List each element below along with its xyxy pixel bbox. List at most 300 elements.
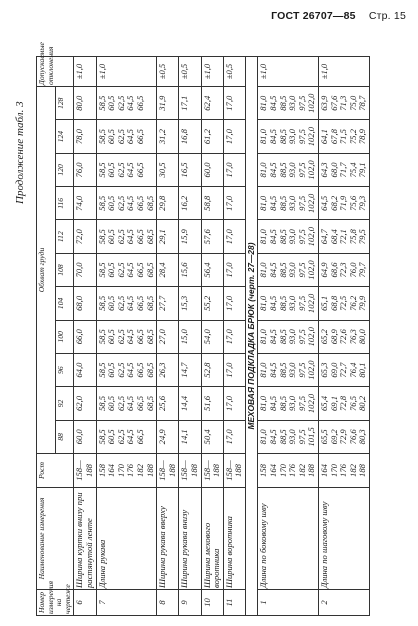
cell-value: 61,2	[201, 129, 212, 145]
girth-values	[157, 320, 179, 353]
girth-values	[258, 387, 319, 420]
girth-values	[258, 253, 319, 286]
cell-value: 62,5	[115, 229, 126, 245]
cell-value: 66,5	[134, 295, 145, 311]
girth-values	[74, 220, 96, 253]
cell-value: 68,0	[74, 295, 85, 311]
col-header-name: Наименование измерения	[37, 488, 74, 590]
cell-value: 84,5	[268, 329, 279, 345]
cell-value: 31,9	[157, 95, 168, 111]
cell-value: 58,5	[96, 262, 107, 278]
girth-values	[258, 220, 319, 253]
cell-value: 64,5	[319, 195, 330, 211]
girth-values	[319, 153, 370, 186]
girth-values	[179, 87, 201, 120]
table-container	[14, 42, 398, 616]
tolerance: ±0,5	[223, 57, 245, 87]
girth-values	[223, 87, 245, 120]
cell-value: 62,5	[115, 95, 126, 111]
cell-value: 68,5	[144, 262, 155, 278]
cell-value: 60,5	[106, 395, 117, 411]
cell-value: 84,5	[268, 429, 279, 445]
col-header-number: Номер измерения на чертеже	[37, 590, 74, 616]
cell-value: 88,5	[277, 229, 288, 245]
cell-value: 80,0	[74, 95, 85, 111]
cell-value: 102,0	[306, 126, 317, 147]
girth-values	[74, 287, 96, 320]
cell-value: 88,5	[277, 395, 288, 411]
cell-value: 74,0	[74, 195, 85, 211]
cell-value: 88,5	[277, 362, 288, 378]
girth-values	[96, 87, 157, 120]
cell-value: 80,1	[357, 362, 368, 378]
cell-value: 81,0	[258, 129, 269, 145]
cell-value: 58,8	[201, 195, 212, 211]
girth-values	[74, 253, 96, 286]
cell-value: 17,0	[223, 395, 234, 411]
girth-values	[201, 120, 223, 153]
cell-value: 93,0	[287, 429, 298, 445]
cell-value: 58,5	[96, 395, 107, 411]
cell-value: 97,5	[296, 329, 307, 345]
cell-value: 79,1	[357, 162, 368, 178]
cell-value: 182	[134, 464, 145, 477]
cell-value: 64,1	[319, 129, 330, 145]
cell-value: 176	[125, 464, 136, 477]
girth-header: 116	[55, 187, 74, 220]
measurement-name: Длина по боковому шву	[258, 488, 319, 590]
cell-value: 158—188	[179, 460, 199, 481]
cell-value: 102,0	[306, 293, 317, 314]
cell-value: 78,7	[357, 95, 368, 111]
cell-value: 17,0	[223, 162, 234, 178]
girth-header: 128	[55, 87, 74, 120]
girth-values	[223, 220, 245, 253]
cell-value: 93,0	[287, 162, 298, 178]
cell-value: 58,5	[96, 129, 107, 145]
girth-values	[179, 253, 201, 286]
cell-value: 66,5	[134, 229, 145, 245]
cell-value: 102,0	[306, 160, 317, 180]
cell-value: 79,3	[357, 195, 368, 211]
cell-value: 15,9	[179, 229, 190, 245]
cell-value: 58,5	[96, 95, 107, 111]
cell-value: 64,0	[74, 362, 85, 378]
cell-value: 182	[296, 464, 307, 477]
cell-value: 76,4	[347, 362, 358, 378]
cell-value: 64,5	[125, 262, 136, 278]
girth-values	[319, 353, 370, 386]
cell-value: 66,5	[134, 362, 145, 378]
cell-value: 65,4	[319, 395, 330, 411]
table-row	[223, 57, 245, 616]
cell-value: 158	[96, 464, 107, 477]
cell-value: 62,5	[115, 329, 126, 345]
cell-value: 72,8	[338, 395, 349, 411]
cell-value: 158	[258, 464, 269, 477]
cell-value: 188	[357, 464, 368, 477]
girth-values	[258, 320, 319, 353]
height-values	[223, 454, 245, 488]
cell-value: 64,7	[319, 229, 330, 245]
cell-value: 68,6	[328, 262, 339, 278]
row-number: 11	[223, 590, 245, 616]
girth-values	[157, 420, 179, 453]
cell-value: 62,5	[115, 295, 126, 311]
cell-value: 102,0	[306, 360, 317, 380]
cell-value: 69,0	[328, 362, 339, 378]
girth-values	[179, 153, 201, 186]
cell-value: 60,0	[201, 162, 212, 178]
cell-value: 79,7	[357, 262, 368, 278]
cell-value: 14,1	[179, 429, 190, 445]
cell-value: 72,9	[338, 429, 349, 445]
girth-values	[223, 320, 245, 353]
table-row	[74, 57, 96, 616]
girth-values	[319, 120, 370, 153]
cell-value: 158—188	[157, 460, 177, 481]
measurement-name: Ширина мехового воротника	[201, 488, 223, 590]
girth-values	[157, 220, 179, 253]
girth-header: 104	[55, 287, 74, 320]
girth-values	[96, 287, 157, 320]
girth-values	[96, 420, 157, 453]
cell-value: 76,0	[347, 262, 358, 278]
cell-value: 66,5	[134, 95, 145, 111]
girth-values	[319, 87, 370, 120]
cell-value: 58,5	[96, 162, 107, 178]
cell-value: 76,2	[347, 295, 358, 311]
cell-value: 158—188	[223, 460, 244, 481]
cell-value: 17,0	[223, 429, 234, 445]
cell-value: 64,5	[125, 95, 136, 111]
girth-values	[223, 253, 245, 286]
table-row	[201, 57, 223, 616]
cell-value: 81,0	[258, 195, 269, 211]
cell-value: 97,5	[296, 195, 307, 211]
cell-value: 84,5	[268, 229, 279, 245]
cell-value: 81,0	[258, 95, 269, 111]
cell-value: 15,3	[179, 295, 190, 311]
cell-value: 71,7	[338, 162, 349, 178]
cell-value: 78,0	[74, 129, 85, 145]
cell-value: 58,5	[96, 195, 107, 211]
cell-value: 93,0	[287, 295, 298, 311]
girth-values	[157, 153, 179, 186]
cell-value: 71,3	[338, 95, 349, 111]
girth-values	[201, 387, 223, 420]
cell-value: 17,0	[223, 329, 234, 345]
cell-value: 71,9	[338, 195, 349, 211]
cell-value: 188	[144, 464, 155, 477]
cell-value: 88,5	[277, 129, 288, 145]
cell-value: 60,5	[106, 362, 117, 378]
page-number: Стр. 15	[368, 10, 406, 22]
cell-value: 65,2	[319, 329, 330, 345]
girth-values	[258, 120, 319, 153]
cell-value: 68,5	[144, 295, 155, 311]
cell-value: 51,6	[201, 395, 212, 411]
cell-value: 81,0	[258, 262, 269, 278]
cell-value: 17,1	[179, 95, 190, 111]
girth-values	[201, 87, 223, 120]
cell-value: 64,5	[125, 162, 136, 178]
cell-value: 69,1	[328, 395, 339, 411]
cell-value: 29,8	[157, 195, 168, 211]
cell-value: 64,9	[319, 262, 330, 278]
cell-value: 101,5	[306, 427, 317, 447]
cell-value: 102,0	[306, 327, 317, 347]
cell-value: 102,0	[306, 227, 317, 247]
cell-value: 66,5	[134, 262, 145, 278]
cell-value: 88,5	[277, 262, 288, 278]
cell-value: 81,0	[258, 229, 269, 245]
girth-values	[201, 187, 223, 220]
cell-value: 93,0	[287, 362, 298, 378]
row-number: 6	[74, 590, 96, 616]
cell-value: 58,5	[96, 429, 107, 445]
cell-value: 62,5	[115, 195, 126, 211]
cell-value: 66,5	[134, 329, 145, 345]
cell-value: 97,5	[296, 262, 307, 278]
cell-value: 69,2	[328, 429, 339, 445]
row-number: 1	[258, 590, 319, 616]
cell-value: 93,0	[287, 229, 298, 245]
cell-value: 72,0	[74, 229, 85, 245]
cell-value: 62,5	[115, 362, 126, 378]
cell-value: 170	[277, 464, 288, 477]
girth-header: 96	[55, 353, 74, 386]
cell-value: 76,3	[347, 329, 358, 345]
cell-value: 64,5	[125, 362, 136, 378]
cell-value: 80,0	[357, 329, 368, 345]
cell-value: 81,0	[258, 429, 269, 445]
cell-value: 158—188	[201, 460, 222, 481]
girth-header: 112	[55, 220, 74, 253]
cell-value: 64,5	[125, 229, 136, 245]
girth-header: 100	[55, 320, 74, 353]
cell-value: 62,0	[74, 395, 85, 411]
cell-value: 17,0	[223, 195, 234, 211]
cell-value: 16,5	[179, 162, 190, 178]
cell-value: 60,0	[74, 429, 85, 445]
girth-values	[319, 387, 370, 420]
cell-value: 84,5	[268, 262, 279, 278]
cell-value: 62,5	[115, 162, 126, 178]
cell-value: 62,4	[201, 95, 212, 111]
col-header-tolerance: Допускаемые отклонения	[37, 57, 74, 87]
tolerance: ±1,0	[96, 57, 157, 87]
cell-value: 17,0	[223, 362, 234, 378]
cell-value: 66,5	[134, 129, 145, 145]
height-values	[258, 454, 319, 488]
girth-values	[157, 120, 179, 153]
cell-value: 97,5	[296, 362, 307, 378]
col-header-height: Рост	[37, 454, 74, 488]
standard-code: ГОСТ 26707—85	[271, 10, 356, 22]
cell-value: 62,5	[115, 262, 126, 278]
cell-value: 67,8	[328, 129, 339, 145]
measurements-table	[36, 42, 370, 616]
girth-values	[179, 187, 201, 220]
girth-header: 88	[55, 420, 74, 453]
cell-value: 64,5	[125, 329, 136, 345]
cell-value: 88,5	[277, 195, 288, 211]
cell-value: 170	[328, 464, 339, 477]
cell-value: 75,4	[347, 162, 358, 178]
cell-value: 88,5	[277, 329, 288, 345]
girth-values	[258, 353, 319, 386]
cell-value: 97,5	[296, 162, 307, 178]
girth-values	[223, 153, 245, 186]
girth-values	[157, 287, 179, 320]
tolerance: ±1,0	[258, 57, 319, 87]
cell-value: 25,6	[157, 395, 168, 411]
cell-value: 84,5	[268, 162, 279, 178]
cell-value: 93,0	[287, 129, 298, 145]
table-row	[96, 57, 157, 616]
girth-values	[96, 153, 157, 186]
cell-value: 164	[319, 464, 330, 477]
tolerance: ±0,5	[179, 57, 201, 87]
cell-value: 17,0	[223, 229, 234, 245]
girth-values	[179, 120, 201, 153]
cell-value: 17,0	[223, 95, 234, 111]
cell-value: 188	[306, 464, 317, 477]
girth-values	[157, 187, 179, 220]
girth-values	[74, 120, 96, 153]
girth-values	[201, 287, 223, 320]
girth-values	[96, 353, 157, 386]
cell-value: 14,7	[179, 362, 190, 378]
cell-value: 62,5	[115, 395, 126, 411]
girth-values	[223, 387, 245, 420]
continuation-label: Продолжение табл. 3	[14, 101, 26, 204]
girth-values	[157, 387, 179, 420]
girth-values	[223, 187, 245, 220]
table-row	[258, 57, 319, 616]
tolerance: ±1,0	[74, 57, 96, 87]
height-values	[319, 454, 370, 488]
cell-value: 68,9	[328, 329, 339, 345]
cell-value: 75,8	[347, 229, 358, 245]
girth-values	[201, 220, 223, 253]
cell-value: 80,2	[357, 395, 368, 411]
cell-value: 29,1	[157, 229, 168, 245]
cell-value: 55,2	[201, 295, 212, 311]
cell-value: 93,0	[287, 95, 298, 111]
cell-value: 60,5	[106, 195, 117, 211]
cell-value: 72,1	[338, 229, 349, 245]
girth-values	[258, 420, 319, 453]
measurement-name: Ширина куртки внизу при растянутой ленте	[74, 488, 96, 590]
girth-values	[179, 387, 201, 420]
girth-values	[74, 353, 96, 386]
cell-value: 80,3	[357, 429, 368, 445]
cell-value: 102,0	[306, 193, 317, 213]
row-number: 10	[201, 590, 223, 616]
cell-value: 65,5	[319, 429, 330, 445]
cell-value: 164	[268, 464, 279, 477]
girth-values	[157, 253, 179, 286]
cell-value: 70,0	[74, 262, 85, 278]
measurement-name: Длина по шаговому шву	[319, 488, 370, 590]
cell-value: 93,0	[287, 262, 298, 278]
cell-value: 176	[338, 464, 349, 477]
cell-value: 68,8	[328, 295, 339, 311]
cell-value: 170	[115, 464, 126, 477]
girth-header: 120	[55, 153, 74, 186]
cell-value: 58,5	[96, 229, 107, 245]
cell-value: 60,5	[106, 262, 117, 278]
cell-value: 62,5	[115, 129, 126, 145]
cell-value: 68,2	[328, 195, 339, 211]
cell-value: 60,5	[106, 329, 117, 345]
girth-values	[96, 253, 157, 286]
cell-value: 84,5	[268, 195, 279, 211]
cell-value: 72,3	[338, 262, 349, 278]
page-header	[271, 10, 406, 22]
cell-value: 79,9	[357, 295, 368, 311]
cell-value: 15,0	[179, 329, 190, 345]
cell-value: 72,5	[338, 295, 349, 311]
girth-values	[201, 320, 223, 353]
tolerance: ±0,5	[157, 57, 179, 87]
girth-values	[74, 387, 96, 420]
girth-values	[201, 153, 223, 186]
cell-value: 64,3	[319, 162, 330, 178]
girth-values	[258, 153, 319, 186]
girth-values	[319, 187, 370, 220]
table-row	[157, 57, 179, 616]
cell-value: 88,5	[277, 162, 288, 178]
girth-values	[74, 320, 96, 353]
cell-value: 65,3	[319, 362, 330, 378]
cell-value: 66,5	[134, 162, 145, 178]
cell-value: 27,0	[157, 329, 168, 345]
row-number: 2	[319, 590, 370, 616]
cell-value: 17,0	[223, 295, 234, 311]
cell-value: 81,0	[258, 362, 269, 378]
girth-values	[96, 120, 157, 153]
tolerance: ±1,0	[201, 57, 223, 87]
cell-value: 15,6	[179, 262, 190, 278]
cell-value: 56,4	[201, 262, 212, 278]
cell-value: 97,5	[296, 395, 307, 411]
girth-values	[74, 187, 96, 220]
cell-value: 88,5	[277, 295, 288, 311]
cell-value: 164	[106, 464, 117, 477]
cell-value: 60,5	[106, 229, 117, 245]
cell-value: 88,5	[277, 95, 288, 111]
cell-value: 176	[287, 464, 298, 477]
row-number: 9	[179, 590, 201, 616]
cell-value: 67,6	[328, 95, 339, 111]
girth-values	[201, 353, 223, 386]
girth-header: 108	[55, 253, 74, 286]
cell-value: 84,5	[268, 362, 279, 378]
cell-value: 81,0	[258, 295, 269, 311]
measurement-name: Ширина рукава внизу	[179, 488, 201, 590]
col-header-chest-group: Обхват груди	[37, 87, 56, 454]
girth-values	[258, 287, 319, 320]
cell-value: 17,0	[223, 129, 234, 145]
cell-value: 58,5	[96, 329, 107, 345]
cell-value: 75,6	[347, 195, 358, 211]
girth-values	[96, 387, 157, 420]
rotated-page-body	[8, 42, 410, 616]
cell-value: 28,4	[157, 262, 168, 278]
